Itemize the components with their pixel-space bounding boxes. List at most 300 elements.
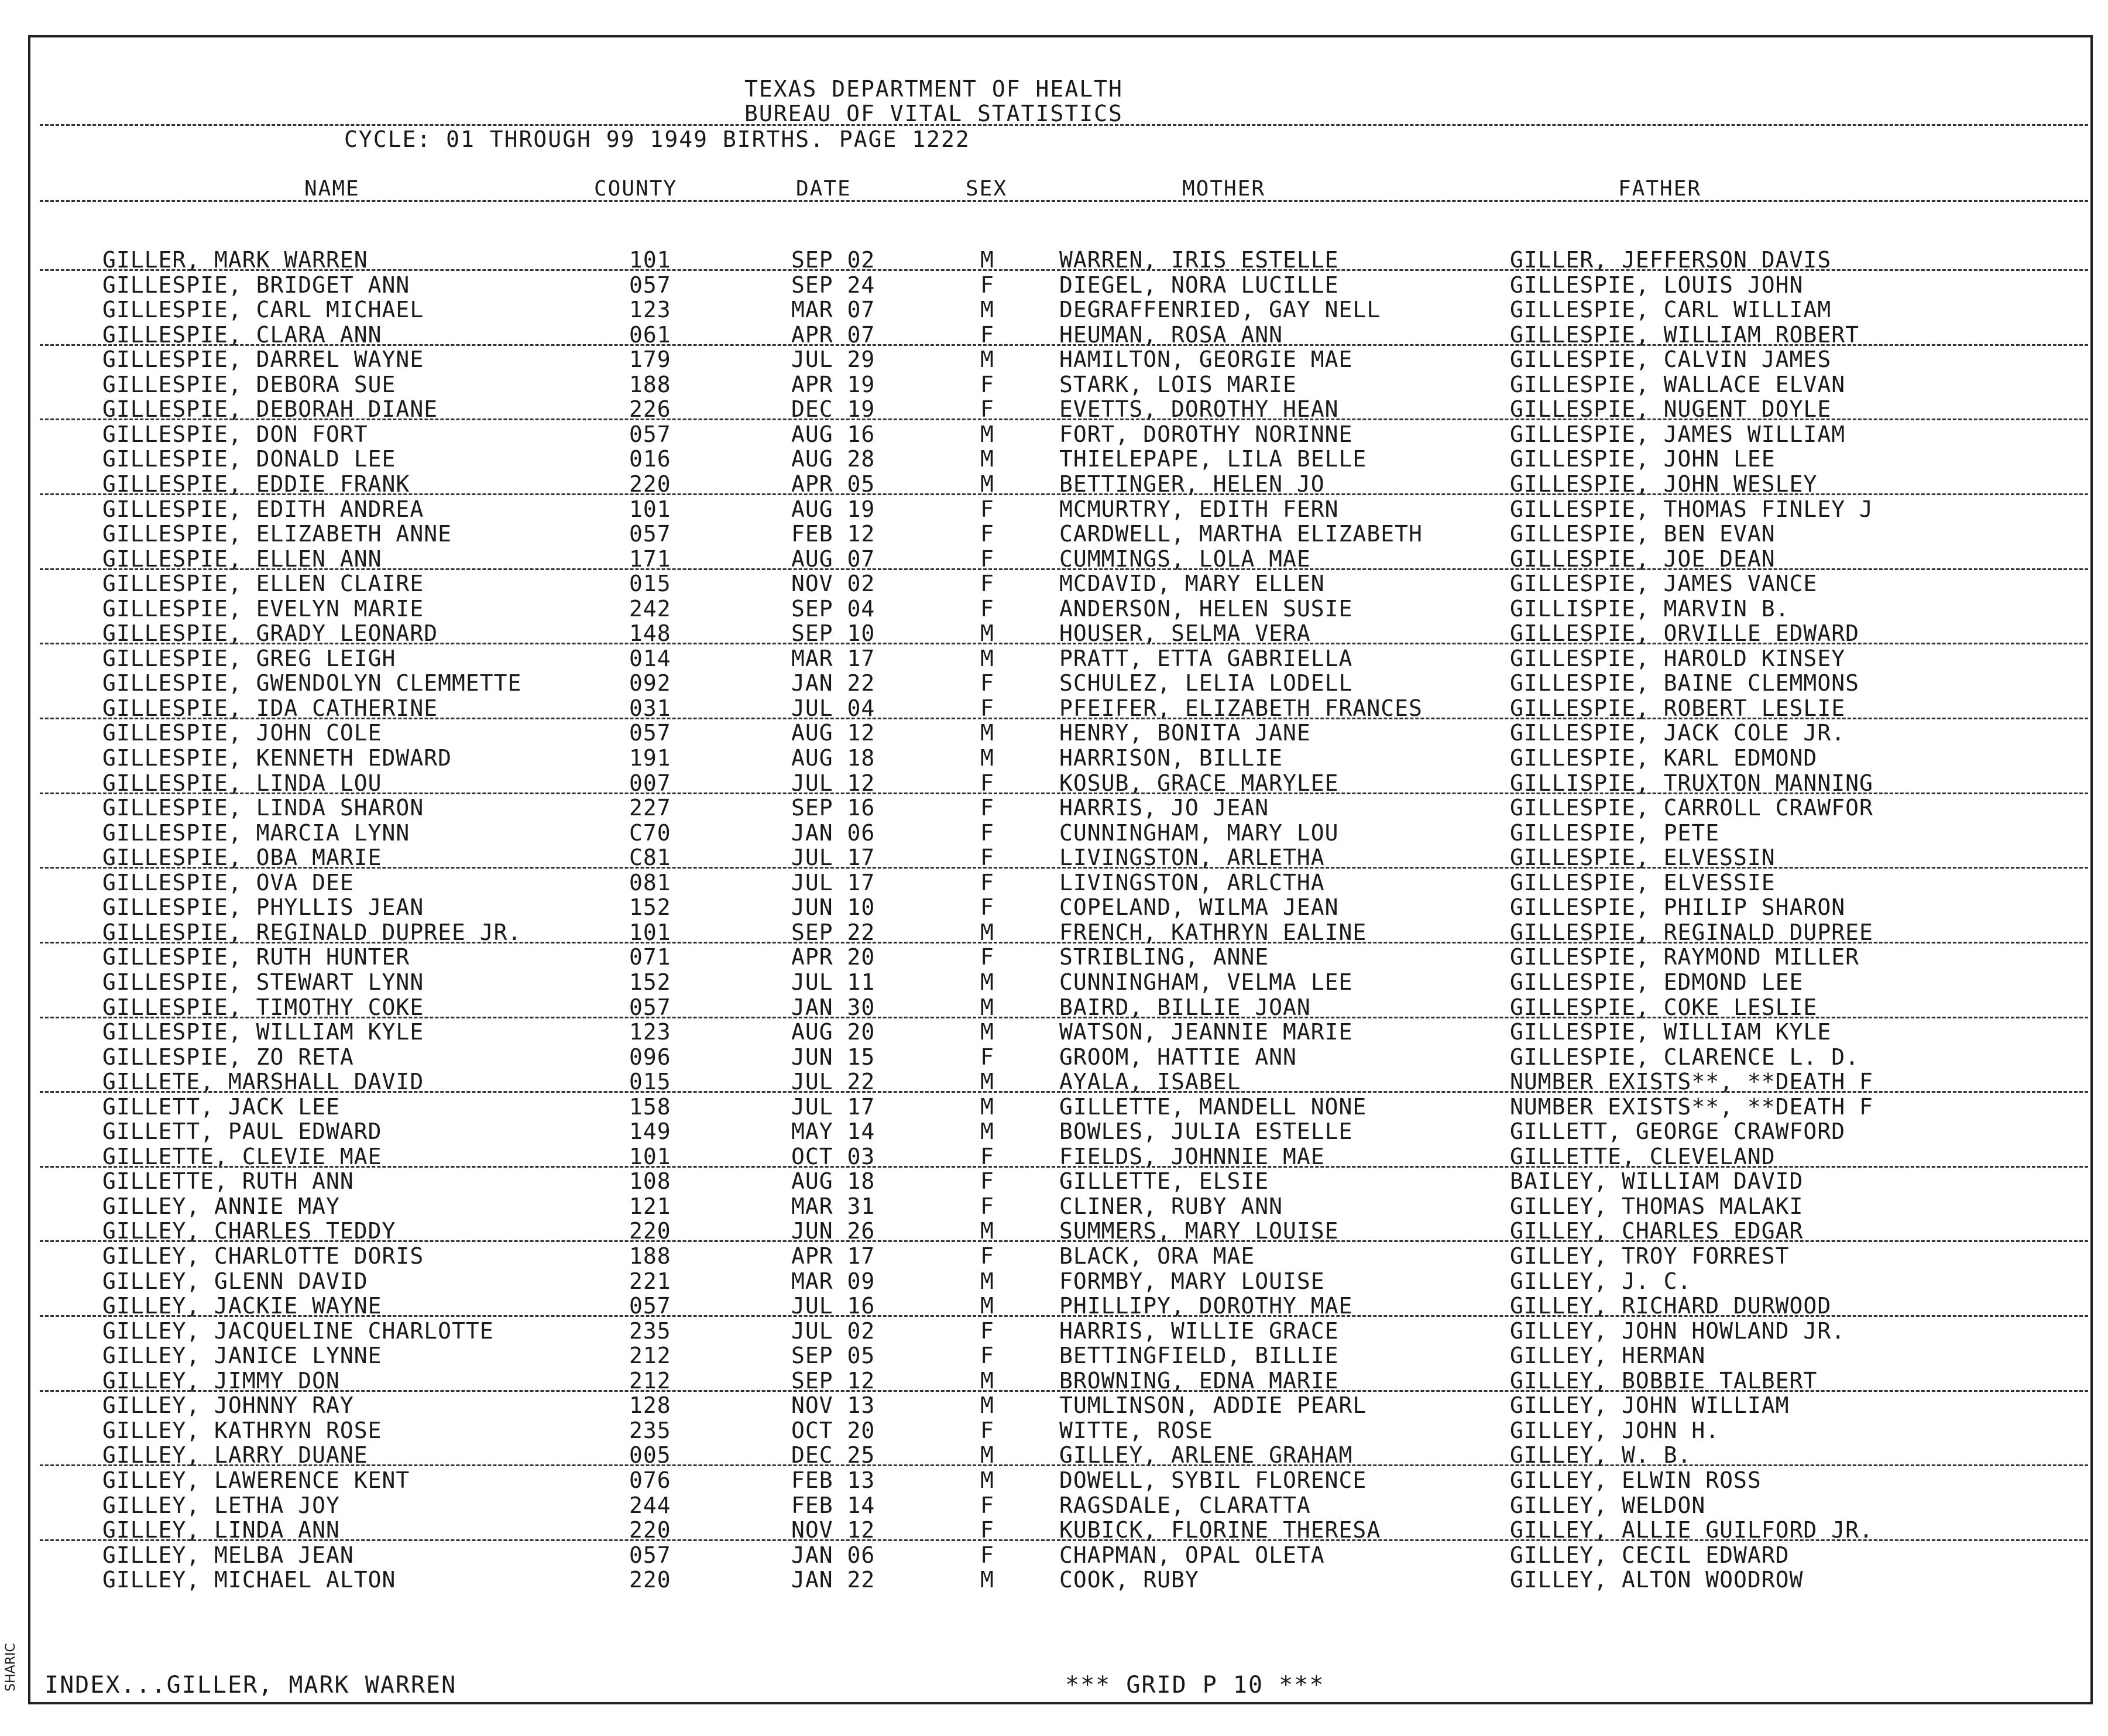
table-row bbox=[0, 1493, 2108, 1517]
cell-father: GILLEY, BOBBIE TALBERT bbox=[1510, 1367, 1818, 1394]
cell-father: GILLEY, CECIL EDWARD bbox=[1510, 1542, 1790, 1568]
cell-father: GILLEY, RICHARD DURWOOD bbox=[1510, 1293, 1832, 1319]
cell-date: FEB 13 bbox=[791, 1467, 876, 1493]
cell-mother: THIELEPAPE, LILA BELLE bbox=[1059, 446, 1367, 472]
cell-sex: M bbox=[980, 247, 994, 273]
row-separator bbox=[40, 867, 2088, 869]
cell-mother: KUBICK, FLORINE THERESA bbox=[1059, 1517, 1381, 1543]
cell-mother: DOWELL, SYBIL FLORENCE bbox=[1059, 1467, 1367, 1493]
table-row bbox=[0, 894, 2108, 919]
cell-name: GILLEY, ANNIE MAY bbox=[102, 1193, 340, 1219]
table-row bbox=[0, 1542, 2108, 1567]
cell-county: 057 bbox=[629, 272, 671, 298]
cell-sex: M bbox=[980, 720, 994, 746]
cell-name: GILLESPIE, REGINALD DUPREE JR. bbox=[102, 919, 522, 945]
cell-name: GILLESPIE, KENNETH EDWARD bbox=[102, 745, 452, 771]
cell-father: GILLESPIE, JOE DEAN bbox=[1510, 545, 1776, 572]
cell-father: GILLEY, ALTON WOODROW bbox=[1510, 1567, 1804, 1593]
table-row bbox=[0, 1144, 2108, 1168]
cell-date: DEC 19 bbox=[791, 396, 876, 423]
table-row bbox=[0, 820, 2108, 845]
cell-name: GILLESPIE, TIMOTHY COKE bbox=[102, 994, 424, 1020]
cell-date: JUL 17 bbox=[791, 845, 876, 871]
cell-sex: F bbox=[980, 1143, 994, 1169]
header-rule bbox=[40, 124, 2088, 126]
cell-date: DEC 25 bbox=[791, 1442, 876, 1469]
cell-father: GILLEY, ELWIN ROSS bbox=[1510, 1467, 1762, 1493]
cell-date: JAN 06 bbox=[791, 819, 876, 846]
cell-date: FEB 14 bbox=[791, 1492, 876, 1518]
cell-name: GILLEY, JACKIE WAYNE bbox=[102, 1293, 382, 1319]
cell-father: BAILEY, WILLIAM DAVID bbox=[1510, 1168, 1804, 1195]
cell-county: 101 bbox=[629, 1143, 671, 1169]
cell-county: 081 bbox=[629, 869, 671, 896]
table-row bbox=[0, 1019, 2108, 1044]
cell-sex: F bbox=[980, 1168, 994, 1195]
cell-sex: F bbox=[980, 894, 994, 921]
cell-county: 148 bbox=[629, 620, 671, 647]
cell-sex: F bbox=[980, 521, 994, 547]
cell-date: APR 19 bbox=[791, 371, 876, 397]
cell-date: MAY 14 bbox=[791, 1119, 876, 1145]
cell-date: JUL 22 bbox=[791, 1069, 876, 1095]
cell-date: JUL 17 bbox=[791, 1093, 876, 1120]
cell-father: GILLESPIE, CALVIN JAMES bbox=[1510, 346, 1832, 373]
table-row bbox=[0, 496, 2108, 521]
cell-name: GILLEY, LARRY DUANE bbox=[102, 1442, 368, 1469]
cell-mother: STRIBLING, ANNE bbox=[1059, 944, 1269, 970]
cell-county: 158 bbox=[629, 1093, 671, 1120]
cell-date: JAN 06 bbox=[791, 1542, 876, 1568]
table-row bbox=[0, 770, 2108, 795]
cell-county: 221 bbox=[629, 1268, 671, 1294]
cell-mother: CUMMINGS, LOLA MAE bbox=[1059, 545, 1311, 572]
grid-label: *** GRID P 10 *** bbox=[1065, 1672, 1325, 1699]
cell-mother: BROWNING, EDNA MARIE bbox=[1059, 1367, 1339, 1394]
cell-county: 101 bbox=[629, 247, 671, 273]
table-row bbox=[0, 1343, 2108, 1367]
cell-father: GILLESPIE, PHILIP SHARON bbox=[1510, 894, 1846, 921]
cycle-line: CYCLE: 01 THROUGH 99 1949 BIRTHS. PAGE 1222 bbox=[344, 126, 970, 152]
cell-county: 101 bbox=[629, 496, 671, 522]
table-row bbox=[0, 1318, 2108, 1343]
cell-sex: F bbox=[980, 770, 994, 796]
cell-date: JAN 22 bbox=[791, 1567, 876, 1593]
cell-name: GILLEY, JOHNNY RAY bbox=[102, 1392, 354, 1419]
cell-name: GILLEY, LINDA ANN bbox=[102, 1517, 340, 1543]
cell-father: GILLEY, JOHN HOWLAND JR. bbox=[1510, 1318, 1846, 1344]
cell-date: APR 07 bbox=[791, 321, 876, 348]
cell-father: GILLEY, HERMAN bbox=[1510, 1343, 1706, 1369]
cell-father: GILLEY, W. B. bbox=[1510, 1442, 1692, 1469]
cell-date: NOV 02 bbox=[791, 571, 876, 597]
table-row bbox=[0, 596, 2108, 620]
cell-date: APR 17 bbox=[791, 1243, 876, 1269]
table-row bbox=[0, 1168, 2108, 1193]
cell-father: GILLETT, GEORGE CRAWFORD bbox=[1510, 1119, 1846, 1145]
table-row bbox=[0, 795, 2108, 819]
cell-mother: HAMILTON, GEORGIE MAE bbox=[1059, 346, 1353, 373]
cell-father: GILLER, JEFFERSON DAVIS bbox=[1510, 247, 1832, 273]
cell-county: 226 bbox=[629, 396, 671, 423]
cell-date: JUL 17 bbox=[791, 869, 876, 896]
row-separator bbox=[40, 1166, 2088, 1168]
cell-name: GILLESPIE, GRADY LEONARD bbox=[102, 620, 438, 647]
cell-county: 220 bbox=[629, 471, 671, 497]
cell-name: GILLESPIE, GREG LEIGH bbox=[102, 645, 396, 671]
cell-name: GILLESPIE, EVELYN MARIE bbox=[102, 595, 424, 622]
cell-name: GILLESPIE, ELLEN ANN bbox=[102, 545, 382, 572]
cell-sex: M bbox=[980, 1093, 994, 1120]
cell-mother: PFEIFER, ELIZABETH FRANCES bbox=[1059, 695, 1423, 721]
cell-sex: M bbox=[980, 645, 994, 671]
cell-date: NOV 13 bbox=[791, 1392, 876, 1419]
cell-county: 061 bbox=[629, 321, 671, 348]
cell-name: GILLESPIE, DARREL WAYNE bbox=[102, 346, 424, 373]
cell-name: GILLESPIE, CARL MICHAEL bbox=[102, 297, 424, 323]
cell-county: 057 bbox=[629, 994, 671, 1020]
cell-date: JUN 26 bbox=[791, 1218, 876, 1244]
table-row bbox=[0, 870, 2108, 894]
cell-mother: EVETTS, DOROTHY HEAN bbox=[1059, 396, 1339, 423]
cell-sex: F bbox=[980, 819, 994, 846]
cell-mother: GILLETTE, MANDELL NONE bbox=[1059, 1093, 1367, 1120]
cell-sex: F bbox=[980, 1193, 994, 1219]
cell-sex: M bbox=[980, 1019, 994, 1045]
cell-date: AUG 12 bbox=[791, 720, 876, 746]
cell-date: JAN 22 bbox=[791, 670, 876, 697]
cell-mother: WATSON, JEANNIE MARIE bbox=[1059, 1019, 1353, 1045]
table-row bbox=[0, 670, 2108, 695]
cell-sex: F bbox=[980, 545, 994, 572]
cell-date: FEB 12 bbox=[791, 521, 876, 547]
cell-father: GILLESPIE, WALLACE ELVAN bbox=[1510, 371, 1846, 397]
cell-father: GILLESPIE, BAINE CLEMMONS bbox=[1510, 670, 1859, 697]
table-row bbox=[0, 1193, 2108, 1218]
cell-county: 121 bbox=[629, 1193, 671, 1219]
table-row bbox=[0, 646, 2108, 670]
cell-name: GILLESPIE, RUTH HUNTER bbox=[102, 944, 410, 970]
cell-county: 128 bbox=[629, 1392, 671, 1419]
cell-sex: F bbox=[980, 795, 994, 821]
cell-father: GILLESPIE, JACK COLE JR. bbox=[1510, 720, 1846, 746]
cell-mother: LIVINGSTON, ARLETHA bbox=[1059, 845, 1325, 871]
row-separator bbox=[40, 1390, 2088, 1392]
cell-date: MAR 31 bbox=[791, 1193, 876, 1219]
table-row bbox=[0, 1044, 2108, 1069]
table-row bbox=[0, 1517, 2108, 1542]
table-row bbox=[0, 471, 2108, 496]
table-row bbox=[0, 994, 2108, 1019]
cell-name: GILLESPIE, WILLIAM KYLE bbox=[102, 1019, 424, 1045]
index-label: INDEX...GILLER, MARK WARREN bbox=[44, 1672, 457, 1699]
cell-mother: COOK, RUBY bbox=[1059, 1567, 1199, 1593]
cell-sex: F bbox=[980, 595, 994, 622]
cell-date: OCT 20 bbox=[791, 1417, 876, 1443]
cell-county: 015 bbox=[629, 571, 671, 597]
cell-date: JAN 30 bbox=[791, 994, 876, 1020]
cell-date: JUN 15 bbox=[791, 1044, 876, 1070]
cell-name: GILLEY, CHARLES TEDDY bbox=[102, 1218, 396, 1244]
row-separator bbox=[40, 718, 2088, 719]
cell-date: AUG 19 bbox=[791, 496, 876, 522]
cell-mother: BOWLES, JULIA ESTELLE bbox=[1059, 1119, 1353, 1145]
cell-date: SEP 16 bbox=[791, 795, 876, 821]
cell-father: GILLESPIE, ELVESSIN bbox=[1510, 845, 1776, 871]
cell-mother: GROOM, HATTIE ANN bbox=[1059, 1044, 1297, 1070]
cell-county: 057 bbox=[629, 720, 671, 746]
cell-date: AUG 28 bbox=[791, 446, 876, 472]
cell-father: GILLESPIE, COKE LESLIE bbox=[1510, 994, 1818, 1020]
cell-sex: M bbox=[980, 471, 994, 497]
cell-date: JUL 12 bbox=[791, 770, 876, 796]
cell-sex: M bbox=[980, 1293, 994, 1319]
column-header-sex: SEX bbox=[966, 177, 1008, 201]
cell-county: 220 bbox=[629, 1517, 671, 1543]
table-row bbox=[0, 396, 2108, 421]
cell-county: 149 bbox=[629, 1119, 671, 1145]
cell-mother: HENRY, BONITA JANE bbox=[1059, 720, 1311, 746]
cell-mother: SCHULEZ, LELIA LODELL bbox=[1059, 670, 1353, 697]
cell-father: GILLESPIE, KARL EDMOND bbox=[1510, 745, 1818, 771]
cell-date: JUL 16 bbox=[791, 1293, 876, 1319]
cell-county: 057 bbox=[629, 421, 671, 447]
cell-father: GILLESPIE, ELVESSIE bbox=[1510, 869, 1776, 896]
cell-date: AUG 18 bbox=[791, 745, 876, 771]
cell-name: GILLESPIE, DEBORA SUE bbox=[102, 371, 396, 397]
cell-sex: F bbox=[980, 1243, 994, 1269]
cell-father: GILLEY, ALLIE GUILFORD JR. bbox=[1510, 1517, 1873, 1543]
cell-name: GILLEY, JANICE LYNNE bbox=[102, 1343, 382, 1369]
cell-name: GILLESPIE, DON FORT bbox=[102, 421, 368, 447]
cell-county: 016 bbox=[629, 446, 671, 472]
column-header-father: FATHER bbox=[1618, 177, 1702, 201]
column-header-county: COUNTY bbox=[594, 177, 678, 201]
cell-father: GILLESPIE, LOUIS JOHN bbox=[1510, 272, 1804, 298]
cell-sex: M bbox=[980, 1392, 994, 1419]
cell-mother: DEGRAFFENRIED, GAY NELL bbox=[1059, 297, 1381, 323]
row-separator bbox=[40, 942, 2088, 944]
table-row bbox=[0, 571, 2108, 595]
table-row bbox=[0, 620, 2108, 645]
table-row bbox=[0, 920, 2108, 944]
cell-sex: M bbox=[980, 620, 994, 647]
cell-name: GILLESPIE, GWENDOLYN CLEMMETTE bbox=[102, 670, 522, 697]
cell-mother: GILLETTE, ELSIE bbox=[1059, 1168, 1269, 1195]
cell-date: AUG 07 bbox=[791, 545, 876, 572]
cell-date: AUG 18 bbox=[791, 1168, 876, 1195]
cell-sex: M bbox=[980, 969, 994, 995]
cell-mother: TUMLINSON, ADDIE PEARL bbox=[1059, 1392, 1367, 1419]
table-row bbox=[0, 446, 2108, 471]
cell-sex: F bbox=[980, 1044, 994, 1070]
table-row bbox=[0, 521, 2108, 545]
cell-mother: CLINER, RUBY ANN bbox=[1059, 1193, 1283, 1219]
cell-county: 227 bbox=[629, 795, 671, 821]
table-row bbox=[0, 1243, 2108, 1268]
cell-county: 212 bbox=[629, 1367, 671, 1394]
cell-sex: M bbox=[980, 1442, 994, 1469]
cell-father: GILLEY, JOHN H. bbox=[1510, 1417, 1720, 1443]
cell-father: GILLISPIE, TRUXTON MANNING bbox=[1510, 770, 1873, 796]
cell-sex: F bbox=[980, 496, 994, 522]
cell-mother: CHAPMAN, OPAL OLETA bbox=[1059, 1542, 1325, 1568]
cell-sex: M bbox=[980, 919, 994, 945]
row-separator bbox=[40, 493, 2088, 495]
cell-father: NUMBER EXISTS**, **DEATH F bbox=[1510, 1093, 1873, 1120]
cell-county: 152 bbox=[629, 894, 671, 921]
cell-name: GILLESPIE, DEBORAH DIANE bbox=[102, 396, 438, 423]
cell-county: 188 bbox=[629, 371, 671, 397]
cell-father: GILLESPIE, ROBERT LESLIE bbox=[1510, 695, 1846, 721]
cell-sex: F bbox=[980, 845, 994, 871]
cell-mother: HARRIS, WILLIE GRACE bbox=[1059, 1318, 1339, 1344]
table-row bbox=[0, 1218, 2108, 1243]
cell-mother: CARDWELL, MARTHA ELIZABETH bbox=[1059, 521, 1423, 547]
cell-sex: F bbox=[980, 944, 994, 970]
cell-county: 005 bbox=[629, 1442, 671, 1469]
cell-date: AUG 16 bbox=[791, 421, 876, 447]
table-row bbox=[0, 1567, 2108, 1591]
cell-father: GILLESPIE, RAYMOND MILLER bbox=[1510, 944, 1859, 970]
cell-name: GILLEY, LETHA JOY bbox=[102, 1492, 340, 1518]
cell-county: 179 bbox=[629, 346, 671, 373]
cell-name: GILLESPIE, EDDIE FRANK bbox=[102, 471, 410, 497]
cell-date: JUL 02 bbox=[791, 1318, 876, 1344]
row-separator bbox=[40, 792, 2088, 794]
cell-date: SEP 04 bbox=[791, 595, 876, 622]
cell-sex: F bbox=[980, 1492, 994, 1518]
row-separator bbox=[40, 643, 2088, 644]
cell-county: C81 bbox=[629, 845, 671, 871]
table-row bbox=[0, 1467, 2108, 1492]
cell-father: GILLEY, THOMAS MALAKI bbox=[1510, 1193, 1804, 1219]
cell-date: JUL 11 bbox=[791, 969, 876, 995]
cell-father: GILLEY, WELDON bbox=[1510, 1492, 1706, 1518]
cell-date: SEP 24 bbox=[791, 272, 876, 298]
cell-mother: FORMBY, MARY LOUISE bbox=[1059, 1268, 1325, 1294]
header-subtitle: BUREAU OF VITAL STATISTICS bbox=[744, 101, 1123, 126]
cell-name: GILLEY, MICHAEL ALTON bbox=[102, 1567, 396, 1593]
cell-county: C70 bbox=[629, 819, 671, 846]
cell-county: 235 bbox=[629, 1318, 671, 1344]
cell-sex: M bbox=[980, 297, 994, 323]
table-row bbox=[0, 745, 2108, 770]
cell-date: OCT 03 bbox=[791, 1143, 876, 1169]
cell-sex: M bbox=[980, 346, 994, 373]
row-separator bbox=[40, 344, 2088, 346]
table-row bbox=[0, 1368, 2108, 1392]
cell-mother: FORT, DOROTHY NORINNE bbox=[1059, 421, 1353, 447]
cell-mother: DIEGEL, NORA LUCILLE bbox=[1059, 272, 1339, 298]
cell-county: 171 bbox=[629, 545, 671, 572]
cell-county: 123 bbox=[629, 297, 671, 323]
cell-mother: BETTINGER, HELEN JO bbox=[1059, 471, 1325, 497]
cell-father: GILLESPIE, JOHN LEE bbox=[1510, 446, 1776, 472]
side-stamp: SHARIC bbox=[4, 1643, 18, 1692]
cell-name: GILLESPIE, BRIDGET ANN bbox=[102, 272, 410, 298]
row-separator bbox=[40, 1315, 2088, 1317]
cell-father: GILLESPIE, WILLIAM ROBERT bbox=[1510, 321, 1859, 348]
cell-county: 220 bbox=[629, 1218, 671, 1244]
cell-date: MAR 07 bbox=[791, 297, 876, 323]
table-row bbox=[0, 845, 2108, 869]
cell-county: 244 bbox=[629, 1492, 671, 1518]
column-header-date: DATE bbox=[796, 177, 852, 201]
cell-mother: KOSUB, GRACE MARYLEE bbox=[1059, 770, 1339, 796]
cell-sex: M bbox=[980, 1268, 994, 1294]
cell-date: JUL 04 bbox=[791, 695, 876, 721]
cell-name: GILLESPIE, DONALD LEE bbox=[102, 446, 396, 472]
cell-mother: BETTINGFIELD, BILLIE bbox=[1059, 1343, 1339, 1369]
cell-sex: F bbox=[980, 670, 994, 697]
cell-father: GILLESPIE, BEN EVAN bbox=[1510, 521, 1776, 547]
table-row bbox=[0, 1392, 2108, 1417]
cell-name: GILLESPIE, STEWART LYNN bbox=[102, 969, 424, 995]
table-row bbox=[0, 297, 2108, 321]
cell-name: GILLEY, CHARLOTTE DORIS bbox=[102, 1243, 424, 1269]
cell-date: SEP 02 bbox=[791, 247, 876, 273]
cell-date: SEP 10 bbox=[791, 620, 876, 647]
table-row bbox=[0, 247, 2108, 272]
cell-father: GILLEY, JOHN WILLIAM bbox=[1510, 1392, 1790, 1419]
cell-father: GILLESPIE, CARL WILLIAM bbox=[1510, 297, 1832, 323]
cell-mother: BAIRD, BILLIE JOAN bbox=[1059, 994, 1311, 1020]
cell-name: GILLESPIE, ELLEN CLAIRE bbox=[102, 571, 424, 597]
cell-mother: BLACK, ORA MAE bbox=[1059, 1243, 1255, 1269]
cell-sex: M bbox=[980, 421, 994, 447]
table-row bbox=[0, 1094, 2108, 1119]
cell-name: GILLESPIE, LINDA LOU bbox=[102, 770, 382, 796]
table-row bbox=[0, 372, 2108, 396]
cell-county: 096 bbox=[629, 1044, 671, 1070]
cell-father: GILLESPIE, CARROLL CRAWFOR bbox=[1510, 795, 1873, 821]
cell-name: GILLESPIE, ZO RETA bbox=[102, 1044, 354, 1070]
cell-county: 071 bbox=[629, 944, 671, 970]
cell-sex: F bbox=[980, 1517, 994, 1543]
cell-father: GILLEY, CHARLES EDGAR bbox=[1510, 1218, 1804, 1244]
cell-sex: F bbox=[980, 869, 994, 896]
cell-county: 092 bbox=[629, 670, 671, 697]
cell-name: GILLETT, PAUL EDWARD bbox=[102, 1119, 382, 1145]
cell-county: 235 bbox=[629, 1417, 671, 1443]
cell-date: MAR 17 bbox=[791, 645, 876, 671]
table-row bbox=[0, 1442, 2108, 1467]
table-row bbox=[0, 421, 2108, 446]
cell-mother: MCMURTRY, EDITH FERN bbox=[1059, 496, 1339, 522]
cell-name: GILLEY, LAWERENCE KENT bbox=[102, 1467, 410, 1493]
cell-date: JUL 29 bbox=[791, 346, 876, 373]
cell-county: 014 bbox=[629, 645, 671, 671]
table-row bbox=[0, 322, 2108, 346]
cell-mother: HARRISON, BILLIE bbox=[1059, 745, 1283, 771]
cell-sex: F bbox=[980, 272, 994, 298]
table-row bbox=[0, 272, 2108, 297]
table-row bbox=[0, 720, 2108, 745]
header-title: TEXAS DEPARTMENT OF HEALTH bbox=[744, 76, 1123, 102]
cell-mother: STARK, LOIS MARIE bbox=[1059, 371, 1297, 397]
cell-name: GILLETT, JACK LEE bbox=[102, 1093, 340, 1120]
cell-date: APR 20 bbox=[791, 944, 876, 970]
cell-date: NOV 12 bbox=[791, 1517, 876, 1543]
cell-date: MAR 09 bbox=[791, 1268, 876, 1294]
cell-county: 031 bbox=[629, 695, 671, 721]
cell-father: GILLESPIE, JOHN WESLEY bbox=[1510, 471, 1818, 497]
cell-father: GILLESPIE, EDMOND LEE bbox=[1510, 969, 1804, 995]
cell-county: 015 bbox=[629, 1069, 671, 1095]
column-header-name: NAME bbox=[304, 177, 360, 201]
cell-date: SEP 22 bbox=[791, 919, 876, 945]
